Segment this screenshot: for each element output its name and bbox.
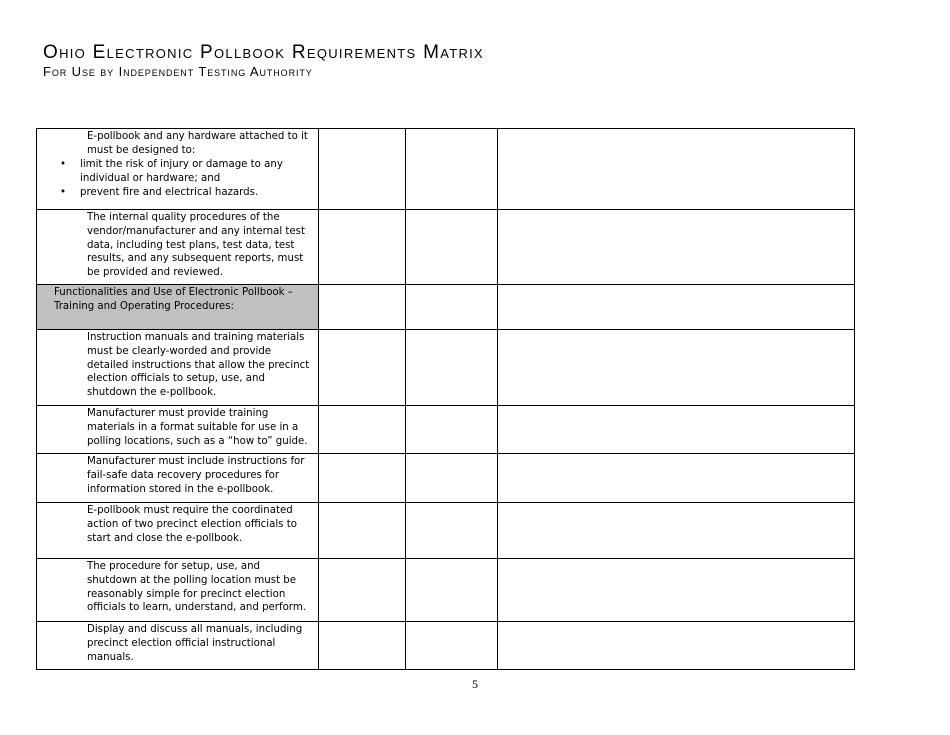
empty-cell <box>498 285 855 330</box>
empty-cell <box>498 622 855 670</box>
requirement-text: The internal quality procedures of the vendor/manufacturer and any internal test data, including test plans, test data, test results, and any subsequent reports, must be provided and reviewed. <box>87 212 305 279</box>
requirement-cell <box>37 406 319 454</box>
requirement-text: E-pollbook must require the coordinated action of two precinct election officials to start and close the e-pollbook. <box>87 505 297 544</box>
document-title: Ohio Electronic Pollbook Requirements Matrix <box>43 42 485 63</box>
empty-cell <box>406 330 498 406</box>
requirement-text: E-pollbook and any hardware attached to it must be designed to: <box>87 131 308 156</box>
requirement-text: Display and discuss all manuals, including precinct election official instructional manuals. <box>87 624 303 663</box>
empty-cell <box>406 406 498 454</box>
requirements-matrix-table <box>36 128 855 670</box>
requirement-cell <box>37 503 319 559</box>
requirement-cell <box>37 454 319 503</box>
requirement-cell <box>37 210 319 285</box>
table-row <box>37 330 855 406</box>
empty-cell <box>406 559 498 622</box>
requirement-cell <box>37 622 319 670</box>
empty-cell <box>319 285 406 330</box>
empty-cell <box>319 129 406 210</box>
document-subtitle: For Use by Independent Testing Authority <box>43 64 313 79</box>
empty-cell <box>498 406 855 454</box>
empty-cell <box>319 622 406 670</box>
requirement-text: Instruction manuals and training materials must be clearly-worded and provide detailed instructions that allow the precinct election officials to setup, use, and shutdown the e-pollbook. <box>87 332 310 399</box>
section-title: Functionalities and Use of Electronic Pollbook – Training and Operating Procedures: <box>54 287 293 312</box>
requirement-text: Manufacturer must include instructions for fail-safe data recovery procedures for information stored in the e-pollbook. <box>87 456 305 495</box>
table-row <box>37 503 855 559</box>
requirement-text: Manufacturer must provide training materials in a format suitable for use in a polling locations, such as a “how to” guide. <box>87 408 308 447</box>
list-item: • limit the risk of injury or damage to any individual or hardware; and <box>80 158 312 186</box>
table-row <box>37 210 855 285</box>
requirement-cell <box>37 129 319 210</box>
empty-cell <box>319 330 406 406</box>
empty-cell <box>406 210 498 285</box>
empty-cell <box>498 454 855 503</box>
empty-cell <box>498 330 855 406</box>
table-row <box>37 454 855 503</box>
page-number: 5 <box>472 677 478 691</box>
empty-cell <box>319 406 406 454</box>
empty-cell <box>406 503 498 559</box>
requirement-bullet-list <box>37 158 318 200</box>
empty-cell <box>498 559 855 622</box>
empty-cell <box>406 285 498 330</box>
table-row <box>37 622 855 670</box>
requirement-cell <box>37 330 319 406</box>
empty-cell <box>319 454 406 503</box>
section-header-cell <box>37 285 319 330</box>
empty-cell <box>498 210 855 285</box>
table-row <box>37 559 855 622</box>
requirement-text: The procedure for setup, use, and shutdown at the polling location must be reasonably simple for precinct election officials to learn, understand, and perform. <box>87 561 306 614</box>
section-header-row <box>37 285 855 330</box>
empty-cell <box>406 129 498 210</box>
list-item: • prevent fire and electrical hazards. <box>80 186 312 200</box>
empty-cell <box>498 129 855 210</box>
empty-cell <box>498 503 855 559</box>
empty-cell <box>406 622 498 670</box>
empty-cell <box>406 454 498 503</box>
requirement-cell <box>37 559 319 622</box>
empty-cell <box>319 559 406 622</box>
table-row <box>37 406 855 454</box>
empty-cell <box>319 210 406 285</box>
table-row <box>37 129 855 210</box>
empty-cell <box>319 503 406 559</box>
